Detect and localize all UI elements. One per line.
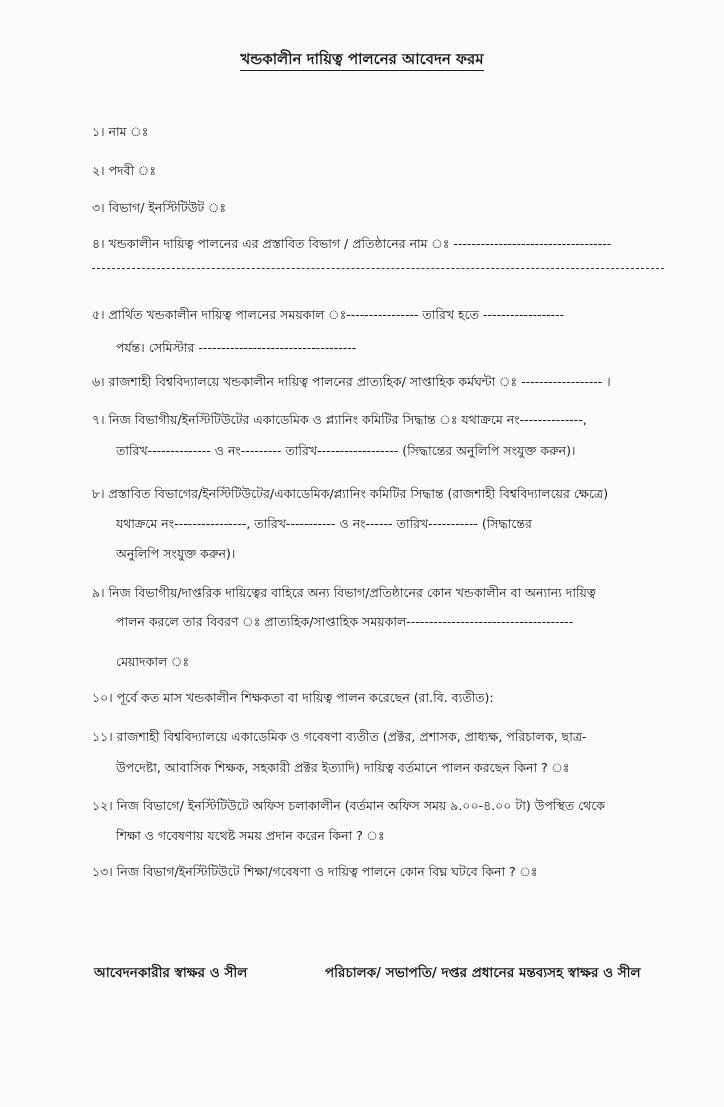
field-name: ১। নাম ঃ — [92, 124, 149, 139]
field-admin-duties: ১১। রাজশাহী বিশ্ববিদ্যালয়ে একাডেমিক ও গবেষণা ব্যতীত (প্রক্টর, প্রশাসক, প্রাধ্যক্ষ, পরিচালক, ছাত্র- — [92, 729, 587, 744]
field-tenure: মেয়াদকাল ঃ — [116, 654, 190, 669]
signature-applicant: আবেদনকারীর স্বাক্ষর ও সীল — [94, 965, 248, 981]
field-proposed-committee: ৮। প্রস্তাবিত বিভাগের/ইনস্টিটিউটের/একাডেমিক/প্ল্যানিং কমিটির সিদ্ধান্ত (রাজশাহী বিশ্ববিদ্যালয়ের ক্ষেত্রে) — [92, 486, 609, 501]
field-own-committee: ৭। নিজ বিভাগীয়/ইনস্টিটিউটের একাডেমিক ও প্ল্যানিং কমিটির সিদ্ধান্ত ঃ যথাক্রমে নং--------------, — [92, 412, 587, 427]
signature-authority: পরিচালক/ সভাপতি/ দপ্তর প্রধানের মন্তব্যসহ স্বাক্ষর ও সীল — [325, 965, 641, 981]
dashed-blank-line — [92, 268, 664, 269]
field-disruption: ১৩। নিজ বিভাগ/ইনস্টিটিউটে শিক্ষা/গবেষণা ও দায়িত্ব পালনে কোন বিঘ্ন ঘটবে কিনা ? ঃ — [92, 864, 538, 879]
field-previous-months: ১০। পূর্বে কত মাস খন্ডকালীন শিক্ষকতা বা দায়িত্ব পালন করেছেন (রা.বি. ব্যতীত): — [92, 690, 494, 705]
field-admin-duties-cont: উপদেষ্টা, আবাসিক শিক্ষক, সহকারী প্রক্টর ইত্যাদি) দায়িত্ব বর্তমানে পালন করছেন কিনা ? ঃ — [116, 760, 570, 775]
field-office-hours: ১২। নিজ বিভাগে/ ইনস্টিটিউটে অফিস চলাকালীন (বর্তমান অফিস সময় ৯.০০-৪.০০ টা) উপস্থিত থেকে — [92, 798, 606, 813]
field-duration: ৫। প্রার্থিত খন্ডকালীন দায়িত্ব পালনের সময়কাল ঃ---------------- তারিখ হতে ------------------ — [92, 307, 565, 322]
field-work-hours: ৬। রাজশাহী বিশ্ববিদ্যালয়ে খন্ডকালীন দায়িত্ব পালনের প্রাত্যহিক/ সাপ্তাহিক কর্মঘন্টা ঃ ------------------ । — [92, 374, 611, 389]
field-department: ৩। বিভাগ/ ইনস্টিটিউট ঃ — [92, 200, 227, 215]
field-other-duties: ৯। নিজ বিভাগীয়/দাপ্তরিক দায়িত্বের বাহিরে অন্য বিভাগ/প্রতিষ্ঠানের কোন খন্ডকালীন বা অন্যান্য দায়িত্ব — [92, 585, 596, 600]
field-other-duties-cont: পালন করলে তার বিবরণ ঃ প্রাত্যহিক/সাপ্তাহিক সময়কাল------------------------------------- — [116, 614, 574, 629]
field-office-hours-cont: শিক্ষা ও গবেষণায় যথেষ্ট সময় প্রদান করেন কিনা ? ঃ — [116, 828, 385, 843]
field-duration-cont: পর্যন্ত। সেমিস্টার ----------------------------------- — [116, 340, 357, 355]
field-designation: ২। পদবী ঃ — [92, 163, 156, 178]
field-own-committee-cont: তারিখ-------------- ও নং--------- তারিখ------------------ (সিদ্ধান্তের অনুলিপি সংযুক্ত করুন)। — [116, 443, 576, 458]
field-proposed-department: ৪। খন্ডকালীন দায়িত্ব পালনের এর প্রস্তাবিত বিভাগ / প্রতিষ্ঠানের নাম ঃ ----------------------------------- — [92, 236, 612, 251]
field-proposed-committee-cont: যথাক্রমে নং----------------, তারিখ----------- ও নং------ তারিখ----------- (সিদ্ধান্তের — [116, 516, 532, 531]
form-title: খন্ডকালীন দায়িত্ব পালনের আবেদন ফরম — [0, 48, 724, 73]
field-proposed-committee-cont2: অনুলিপি সংযুক্ত করুন)। — [116, 546, 236, 561]
